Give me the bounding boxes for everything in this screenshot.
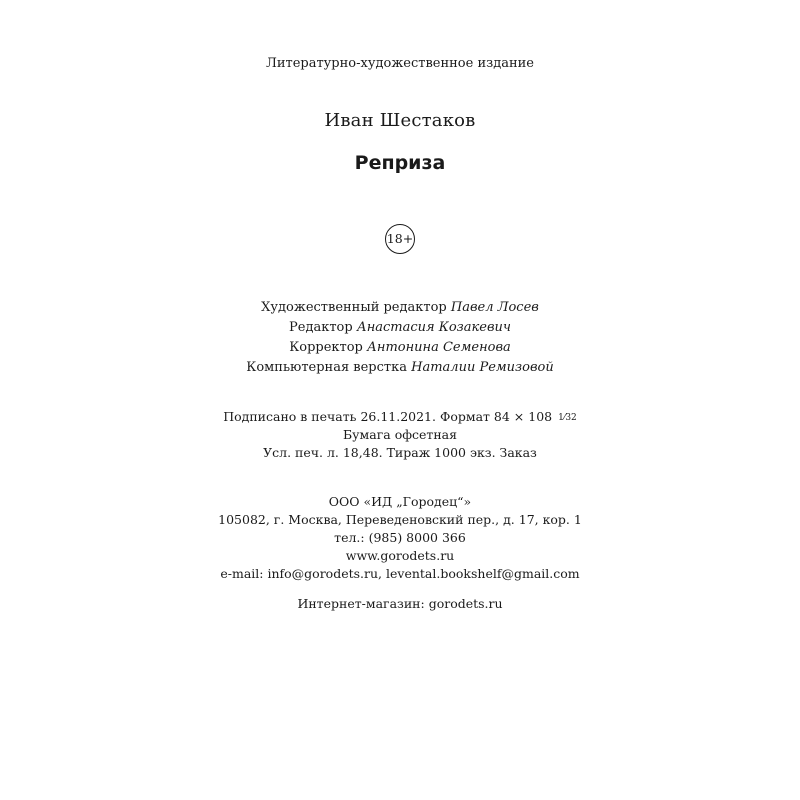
age-rating-badge: 18+	[385, 224, 415, 254]
age-rating-container	[0, 224, 800, 254]
signed-line-text: Подписано в печать 26.11.2021. Формат 84 × 108	[223, 409, 553, 424]
credit-role: Корректор	[289, 340, 363, 355]
print-run-line: Усл. печ. л. 18,48. Тираж 1000 экз. Заказ	[263, 445, 537, 460]
credit-role: Художественный редактор	[261, 300, 447, 315]
author-name: Иван Шестаков	[324, 110, 476, 131]
publisher-name: ООО «ИД „Городец“»	[328, 494, 472, 509]
credit-line-layout	[0, 360, 800, 375]
credit-name: Павел Лосев	[450, 300, 539, 315]
online-shop-line: Интернет-магазин: gorodets.ru	[297, 596, 503, 611]
credit-name: Анастасия Козакевич	[356, 320, 511, 335]
credit-role: Компьютерная верстка	[246, 360, 407, 375]
credit-line-editor	[0, 320, 800, 335]
publisher-email: e-mail: info@gorodets.ru, levental.bookshelf@gmail.com	[220, 566, 580, 581]
paper-type-line: Бумага офсетная	[343, 427, 457, 442]
publisher-phone: тел.: (985) 8000 366	[334, 530, 466, 545]
credit-role: Редактор	[289, 320, 353, 335]
credit-line-art-editor	[0, 300, 800, 315]
signed-to-print-line	[0, 409, 800, 424]
publisher-website: www.gorodets.ru	[345, 548, 455, 563]
book-title: Реприза	[354, 152, 446, 174]
format-fraction: 1⁄32	[558, 413, 577, 423]
edition-type: Литературно-художественное издание	[266, 56, 534, 71]
credit-name: Антонина Семенова	[367, 340, 511, 355]
credit-name: Наталии Ремизовой	[411, 360, 554, 375]
publisher-address: 105082, г. Москва, Переведеновский пер., д. 17, кор. 1	[218, 512, 582, 527]
credit-line-proofreader	[0, 340, 800, 355]
